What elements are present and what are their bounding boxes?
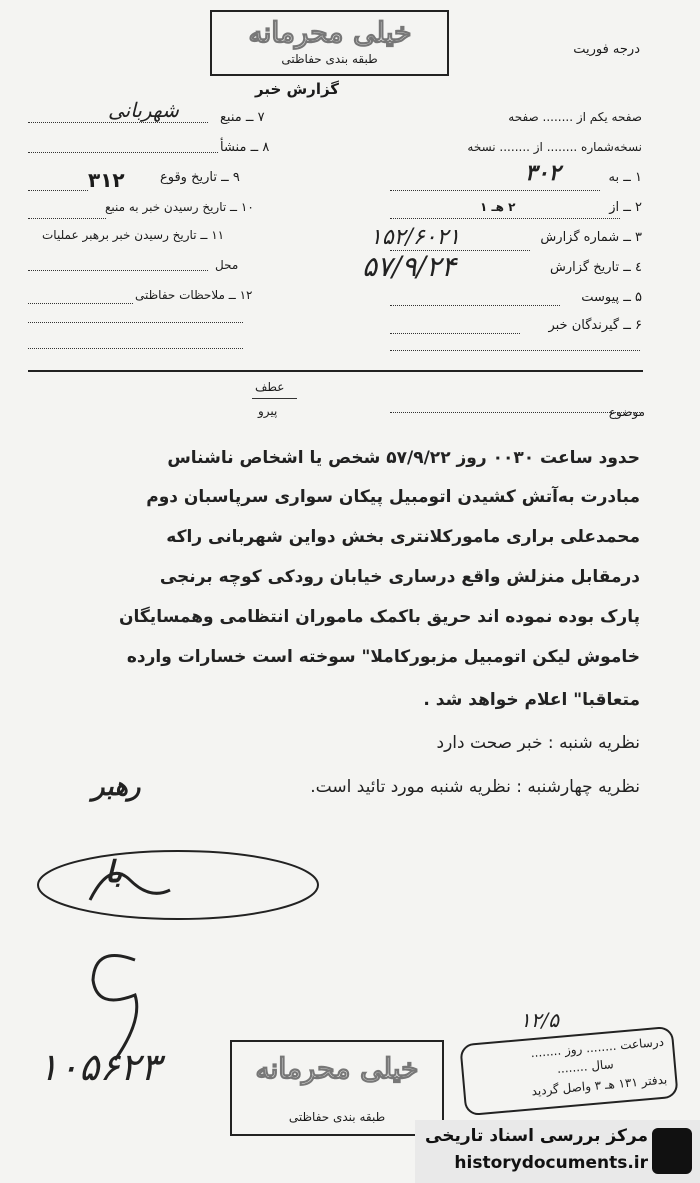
- footer-watermark: [415, 1120, 700, 1183]
- field-1-value: ۳۰۲: [525, 160, 561, 186]
- bottom-stamp-text: خیلی محرمانه: [255, 1052, 419, 1085]
- field-8-label: ۸ ــ منشأ: [220, 140, 270, 155]
- receipt-line-1: درساعت ........ روز ........: [530, 1034, 665, 1061]
- field-6-label: ۶ ــ گیرندگان خبر: [548, 318, 642, 333]
- field-10-label: ۱۰ ــ تاریخ رسیدن خبر به منبع: [105, 200, 254, 214]
- field-12-label: ۱۲ ــ ملاحظات حفاظتی: [135, 288, 253, 302]
- nine-mark: [90, 955, 128, 1037]
- body-line-7: متعاقبا" اعلام خواهد شد .: [423, 690, 640, 710]
- receipt-hand-value: ۱۲/۵: [520, 1008, 559, 1032]
- place-label: محل: [215, 258, 239, 272]
- field-1-label: ۱ ــ به: [608, 170, 642, 185]
- field-2-label: ۲ ــ از: [609, 200, 642, 215]
- bottom-stamp: [230, 1040, 444, 1136]
- oval-mark-text: با: [105, 855, 123, 890]
- field-9-value: ۳۱۲: [88, 168, 125, 192]
- urgency-label: درجه فوریت: [573, 42, 640, 57]
- field-7-label: ۷ ــ منبع: [220, 110, 265, 125]
- field-3-value: ۱۵۲/۶۰۲۱: [370, 225, 461, 250]
- body-line-2: مبادرت به‌آتش کشیدن اتومبیل پیکان سواری سرپاسبان دوم: [146, 487, 640, 507]
- field-5-label: ۵ ــ پیوست: [581, 290, 642, 305]
- copy-number: نسخه‌شماره ........ از ........ نسخه: [467, 140, 642, 154]
- classification-label: طبقه بندی حفاظتی: [281, 52, 378, 66]
- body-line-4: درمقابل منزلش واقع درساری خیابان رودکی کوچه برنجی: [159, 567, 640, 587]
- number-mark: ۱۰۵۶۲۳: [38, 1045, 161, 1089]
- archive-logo-icon: [652, 1128, 692, 1174]
- stamp-text: خیلی محرمانه: [248, 16, 412, 49]
- body-line-3: محمدعلی براری مامورکلانتری بخش دواین شهربانی راکه: [166, 527, 640, 547]
- opinion-wednesday: نظریه چهارشنبه : نظریه شنبه مورد تائید است.: [310, 777, 640, 797]
- field-4-value: ۵۷/۹/۲۴: [362, 250, 457, 283]
- receipt-line-2: سال ........: [556, 1057, 615, 1077]
- field-11-label: ۱۱ ــ تاریخ رسیدن خبر برهبر عملیات: [42, 228, 225, 242]
- body-line-1: حدود ساعت ۰۰۳۰ روز ۵۷/۹/۲۲ شخص یا اشخاص ناشناس: [167, 448, 640, 468]
- footer-org-name: مرکز بررسی اسناد تاریخی: [425, 1126, 648, 1146]
- atf-label: عطف: [255, 380, 285, 394]
- field-4-label: ٤ ــ تاریخ گزارش: [550, 260, 642, 275]
- page-of: صفحه یکم از ........ صفحه: [508, 110, 642, 124]
- opinion-saturday: نظریه شنبه : خبر صحت دارد: [436, 733, 640, 753]
- body-line-5: پارک بوده نموده اند حریق باکمک ماموران انتظامی وهمسایگان: [119, 607, 640, 627]
- classification-stamp: [210, 10, 449, 76]
- field-2-value: ۲ هـ ۱: [480, 200, 516, 214]
- wednesday-signature: رهبر: [92, 772, 141, 802]
- oval-mark-drawing: [30, 840, 330, 930]
- bottom-stamp-label: طبقه بندی حفاظتی: [288, 1110, 386, 1124]
- peyro-label: پیرو: [258, 404, 278, 418]
- report-title: گزارش خبر: [255, 80, 340, 98]
- field-7-value: شهربانی: [108, 98, 179, 122]
- receipt-line-3: بدفتر ۱۳۱ هـ ۳ واصل گردید: [530, 1072, 668, 1099]
- body-line-6: خاموش لیکن اتومبیل مزبورکاملا" سوخته است خسارات وارده: [126, 647, 640, 667]
- receipt-stamp: [459, 1026, 678, 1116]
- field-9-label: ۹ ــ تاریخ وقوع: [160, 170, 240, 185]
- footer-url[interactable]: historydocuments.ir: [454, 1153, 648, 1173]
- field-3-label: ۳ ــ شماره گزارش: [540, 230, 642, 245]
- subject-label: موضوع: [608, 405, 645, 419]
